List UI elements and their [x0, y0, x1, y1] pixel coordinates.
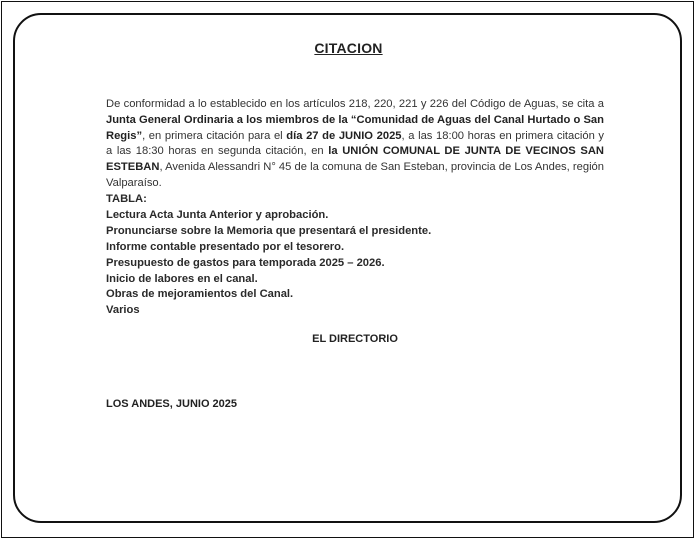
agenda-item: Lectura Acta Junta Anterior y aprobación. — [106, 208, 329, 221]
agenda-item: Informe contable presentado por el tesorero. — [106, 240, 345, 253]
body-bold-assembly: Junta General Ordinaria a los miembros de la “Comunidad de Aguas del Canal Hurtado o San Regis” — [106, 113, 604, 142]
body-text-2: , en primera citación para el — [142, 129, 287, 142]
page-title: CITACION — [314, 40, 383, 56]
agenda-heading: TABLA: — [106, 193, 147, 205]
body-text-4: , Avenida Alessandri N° 45 de la comuna de San Esteban, provincia de Los Andes, región Valparaíso. — [106, 161, 604, 189]
body-bold-date: día 27 de JUNIO 2025 — [286, 129, 402, 142]
body-bold-venue: la UNIÓN COMUNAL DE JUNTA DE VECINOS SAN ESTEBAN — [106, 145, 604, 174]
agenda — [106, 192, 606, 319]
place-date: LOS ANDES, JUNIO 2025 — [106, 398, 238, 410]
body-text-3: , a las 18:00 horas en primera citación y a las 18:30 horas en segunda citación, en — [106, 129, 604, 158]
agenda-item: Obras de mejoramientos del Canal. — [106, 288, 294, 301]
agenda-item: Inicio de labores en el canal. — [106, 272, 258, 285]
agenda-item: Varios — [106, 304, 140, 317]
agenda-item: Pronunciarse sobre la Memoria que presentará el presidente. — [106, 224, 432, 237]
body-text-1: De conformidad a lo establecido en los artículos 218, 220, 221 y 226 del Código de Aguas, se cita a — [106, 98, 604, 110]
agenda-item: Presupuesto de gastos para temporada 2025 – 2026. — [106, 256, 385, 269]
signature: EL DIRECTORIO — [312, 333, 398, 345]
notice-body — [106, 97, 604, 192]
